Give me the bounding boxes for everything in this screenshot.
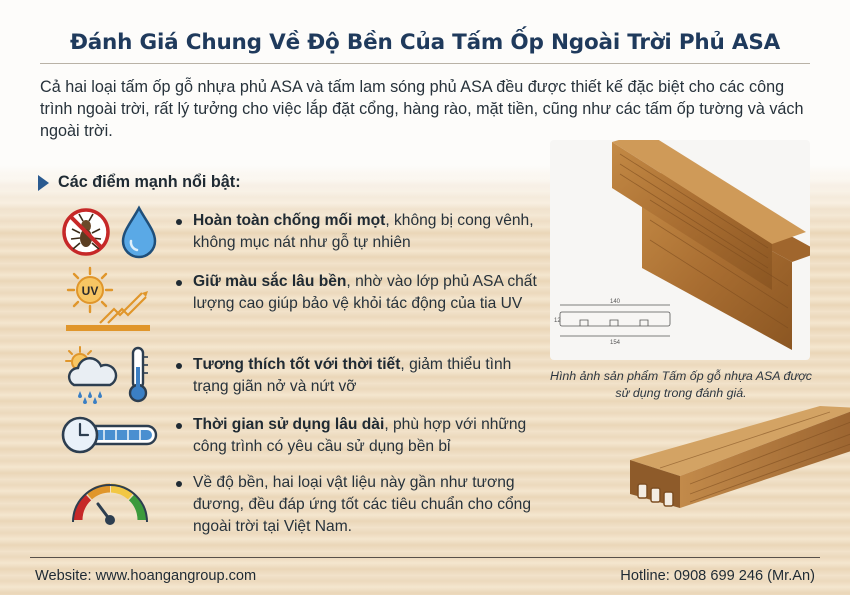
- bullet-bold: Hoàn toàn chống mối mọt: [193, 212, 386, 229]
- drawing-dim-top: 140: [609, 299, 621, 305]
- section-heading: [38, 173, 241, 192]
- list-item: [176, 472, 546, 538]
- list-item: [176, 271, 546, 315]
- gauge-icon: [70, 478, 150, 528]
- no-termite-icon: [60, 205, 112, 259]
- bullet-dot: [176, 423, 182, 429]
- wood-panel-image: [550, 140, 810, 360]
- bullet-dot: [176, 280, 182, 286]
- drawing-dim-bottom: 154: [609, 340, 621, 346]
- list-item: [176, 210, 546, 254]
- timer-progress-icon: [60, 415, 160, 455]
- wood-louver-panel-image: [620, 398, 850, 558]
- chevron-marker-icon: [38, 175, 49, 191]
- bullet-bold: Giữ màu sắc lâu bền: [193, 273, 347, 290]
- page-title: Đánh Giá Chung Về Độ Bền Của Tấm Ốp Ngoài Trời Phủ ASA: [69, 30, 781, 55]
- bullet-text: , giảm thiểu tình trạng giãn nở và nứt vỡ: [193, 356, 512, 395]
- bullet-text: , phù hợp với những công trình có yêu cầu sử dụng bền bỉ: [193, 416, 527, 455]
- bullet-text: , không bị cong vênh, không mục nát như gỗ tự nhiên: [193, 212, 534, 251]
- product-image-card: [550, 140, 810, 360]
- footer-divider: [30, 557, 820, 558]
- image-caption: Hình ảnh sản phẩm Tấm ốp gỗ nhựa ASA được sử dụng trong đánh giá.: [550, 369, 812, 400]
- bullet-dot: [176, 219, 182, 225]
- bullet-bold: Tương thích tốt với thời tiết: [193, 356, 401, 373]
- bullet-dot: [176, 363, 182, 369]
- uv-sun-icon: [62, 265, 154, 335]
- hotline-text: Hotline: 0908 699 246 (Mr.An): [620, 568, 815, 584]
- list-item: [176, 354, 546, 398]
- intro-paragraph: Cả hai loại tấm ốp gỗ nhựa phủ ASA và tấm lam sóng phủ ASA đều được thiết kế đặc biệt cho các công trình ngoài trời, rất lý tưởng cho việc lắp đặt cổng, hàng rào, mặt tiền, cũng như các tấm ốp tường và vách ngoài trời.: [40, 78, 804, 140]
- footer: [35, 568, 815, 584]
- weather-icon: [60, 345, 122, 405]
- website-text: Website: www.hoangangroup.com: [35, 568, 257, 584]
- bullet-bold: Thời gian sử dụng lâu dài: [193, 416, 385, 433]
- section-heading-label: Các điểm mạnh nổi bật:: [58, 173, 241, 191]
- thermometer-icon: [124, 345, 152, 405]
- water-drop-icon: [118, 205, 160, 259]
- bullet-text: Về độ bền, hai loại vật liệu này gần như tương đương, đều đáp ứng tốt các tiêu chuẩn cho cổng ngoài trời tại Việt Nam.: [193, 474, 532, 535]
- bullet-text: , nhờ vào lớp phủ ASA chất lượng cao giúp bảo vệ khỏi tác động của tia UV: [193, 273, 537, 312]
- uv-label: UV: [81, 284, 99, 298]
- bullet-dot: [176, 481, 182, 487]
- title-divider: [40, 63, 810, 64]
- drawing-dim-side: 12: [554, 318, 561, 324]
- list-item: [176, 414, 546, 458]
